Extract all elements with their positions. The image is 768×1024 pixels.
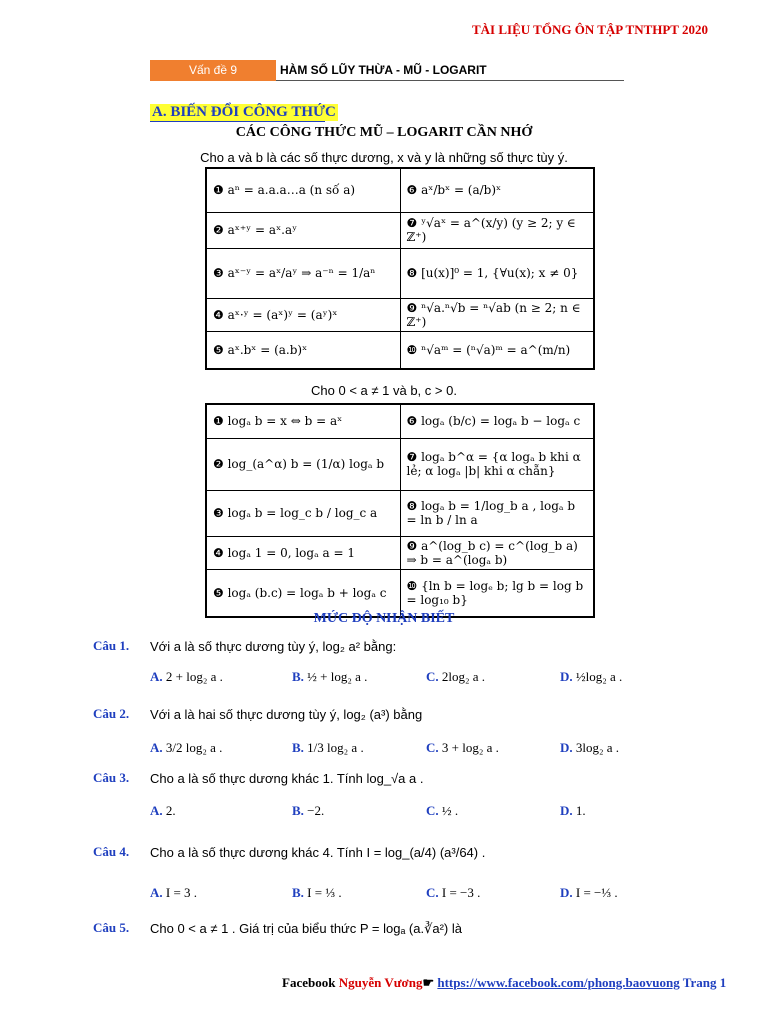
option-b[interactable]: B. 1/3 log₂ a . xyxy=(292,740,364,755)
question-label: Câu 5. xyxy=(93,920,130,935)
footer-facebook-link[interactable]: https://www.facebook.com/phong.baovuong xyxy=(437,975,680,990)
log-rule-2: ❷ log_(a^α) b = (1/α) logₐ b xyxy=(206,438,400,490)
log-table xyxy=(205,403,595,618)
intro-exp: Cho a và b là các số thực dương, x và y là những số thực tùy ý. xyxy=(200,150,568,165)
formula-heading: CÁC CÔNG THỨC MŨ – LOGARIT CẦN NHỚ xyxy=(235,125,533,140)
topic-title: HÀM SỐ LŨY THỪA - MŨ - LOGARIT xyxy=(280,63,487,77)
question-text: Cho a là số thực dương khác 1. Tính log_√a a . xyxy=(150,771,424,786)
log-rule-10: ❿ {ln b = logₑ b; lg b = log b = log₁₀ b} xyxy=(400,569,594,617)
option-d[interactable]: D. I = −⅓ . xyxy=(560,885,618,900)
log-rule-8: ❽ logₐ b = 1/log_b a , logₐ b = ln b / ln a xyxy=(400,490,594,536)
option-c[interactable]: C. 2log₂ a . xyxy=(426,669,486,684)
option-c[interactable]: C. ½ . xyxy=(426,803,459,818)
intro-log: Cho 0 < a ≠ 1 và b, c > 0. xyxy=(311,383,457,398)
question-text: Cho 0 < a ≠ 1 . Giá trị của biểu thức P = logₐ (a.∛a²) là xyxy=(150,921,462,936)
option-d[interactable]: D. 1. xyxy=(560,803,586,818)
exp-rule-10: ❿ ⁿ√aᵐ = (ⁿ√a)ᵐ = a^(m/n) xyxy=(400,331,594,369)
exp-rule-8: ❽ [u(x)]⁰ = 1, {∀u(x); x ≠ 0} xyxy=(400,248,594,298)
exp-rule-2: ❷ aˣ⁺ʸ = aˣ.aʸ xyxy=(206,212,400,248)
log-rule-1: ❶ logₐ b = x ⇔ b = aˣ xyxy=(206,404,400,438)
exp-rule-9: ❾ ⁿ√a.ⁿ√b = ⁿ√ab (n ≥ 2; n ∈ ℤ⁺) xyxy=(400,298,594,331)
exp-rule-3: ❸ aˣ⁻ʸ = aˣ/aʸ ⇒ a⁻ⁿ = 1/aⁿ xyxy=(206,248,400,298)
log-rule-9: ❾ a^(log_b c) = c^(log_b a) ⇒ b = a^(logₐ b) xyxy=(400,536,594,569)
pointing-hand-icon: ☛ xyxy=(422,975,438,990)
topic-bar xyxy=(150,60,624,81)
question-text: Với a là số thực dương tùy ý, log₂ a² bằng: xyxy=(150,639,397,654)
option-d[interactable]: D. 3log₂ a . xyxy=(560,740,620,755)
question-label: Câu 1. xyxy=(93,638,130,653)
exponent-table xyxy=(205,167,595,370)
option-a[interactable]: A. 2. xyxy=(150,803,176,818)
question-label: Câu 3. xyxy=(93,770,130,785)
exp-rule-7: ❼ ʸ√aˣ = a^(x/y) (y ≥ 2; y ∈ ℤ⁺) xyxy=(400,212,594,248)
question-text: Với a là hai số thực dương tùy ý, log₂ (a³) bằng xyxy=(150,707,423,722)
log-rule-5: ❺ logₐ (b.c) = logₐ b + logₐ c xyxy=(206,569,400,617)
footer-prefix: Facebook xyxy=(282,975,339,990)
topic-underline xyxy=(276,80,624,81)
section-heading: A. BIẾN ĐỔI CÔNG THỨC xyxy=(152,104,336,120)
exp-rule-4: ❹ aˣ·ʸ = (aˣ)ʸ = (aʸ)ˣ xyxy=(206,298,400,331)
topic-tag: Vấn đề 9 xyxy=(150,60,276,81)
section-underline xyxy=(150,121,325,122)
footer-page-number: Trang 1 xyxy=(679,975,727,990)
question-text: Cho a là số thực dương khác 4. Tính I = log_(a/4) (a³/64) . xyxy=(150,845,486,860)
option-a[interactable]: A. 2 + log₂ a . xyxy=(150,669,223,684)
exp-rule-1: ❶ aⁿ = a.a.a…a (n số a) xyxy=(206,168,400,212)
option-a[interactable]: A. I = 3 . xyxy=(150,885,198,900)
exp-rule-5: ❺ aˣ.bˣ = (a.b)ˣ xyxy=(206,331,400,369)
option-d[interactable]: D. ½log₂ a . xyxy=(560,669,623,684)
question-label: Câu 2. xyxy=(93,706,130,721)
log-rule-7: ❼ logₐ b^α = {α logₐ b khi α lẻ; α logₐ |b| khi α chẵn} xyxy=(400,438,594,490)
footer xyxy=(282,975,726,991)
level-heading: MỨC ĐỘ NHẬN BIẾT xyxy=(313,611,455,626)
log-rule-6: ❻ logₐ (b/c) = logₐ b − logₐ c xyxy=(400,404,594,438)
option-b[interactable]: B. −2. xyxy=(292,803,325,818)
log-rule-3: ❸ logₐ b = log_c b / log_c a xyxy=(206,490,400,536)
footer-author: Nguyễn Vương xyxy=(338,975,423,990)
option-c[interactable]: C. I = −3 . xyxy=(426,885,481,900)
option-b[interactable]: B. ½ + log₂ a . xyxy=(292,669,368,684)
exp-rule-6: ❻ aˣ/bˣ = (a/b)ˣ xyxy=(400,168,594,212)
option-c[interactable]: C. 3 + log₂ a . xyxy=(426,740,499,755)
header-title: TÀI LIỆU TỔNG ÔN TẬP TNTHPT 2020 xyxy=(472,22,708,37)
option-b[interactable]: B. I = ⅓ . xyxy=(292,885,342,900)
option-a[interactable]: A. 3/2 log₂ a . xyxy=(150,740,223,755)
log-rule-4: ❹ logₐ 1 = 0, logₐ a = 1 xyxy=(206,536,400,569)
question-label: Câu 4. xyxy=(93,844,130,859)
